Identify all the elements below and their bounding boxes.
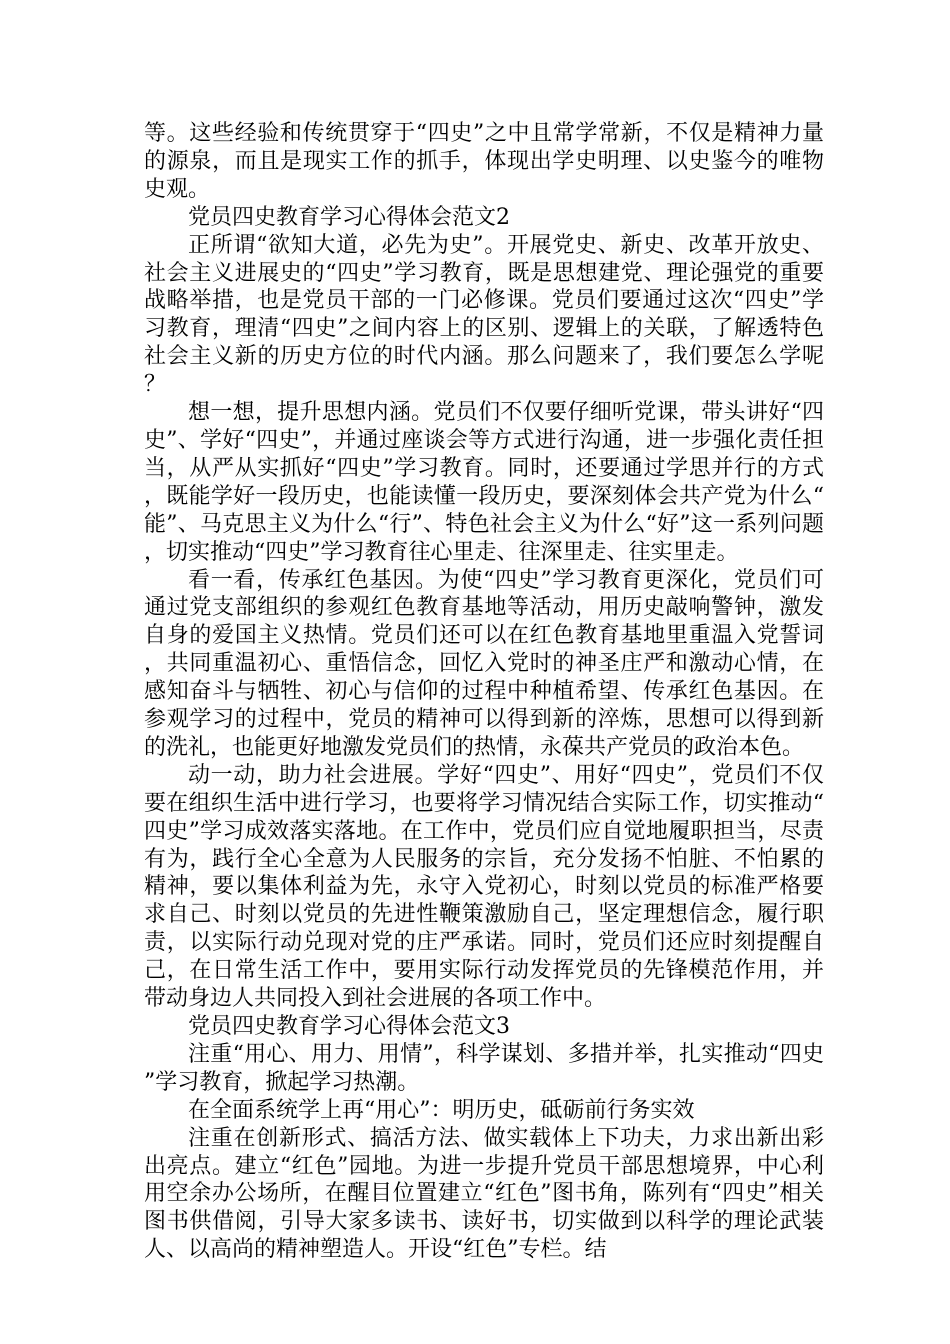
paragraph-act: 动一动，助力社会进展。学好“四史”、用好“四史”，党员们不仅要在组织生活中进行学习，也要将学习情况结合实际工作，切实推动“四史”学习成效落实落地。在工作中，党员们应自觉地履职担当，尽责有为，践行全心全意为人民服务的宗旨，充分发扬不怕脏、不怕累的精神，要以集体利益为先，永守入党初心，时刻以党员的标准严格要求自己、时刻以党员的先进性鞭策激励自己，坚定理想信念，履行职责，以实际行动兑现对党的庄严承诺。同时，党员们还应时刻提醒自己，在日常生活工作中，要用实际行动发挥党员的先锋模范作用，并带动身边人共同投入到社会进展的各项工作中。: [144, 762, 824, 1012]
paragraph-look: 看一看，传承红色基因。为使“四史”学习教育更深化，党员们可通过党支部组织的参观红色教育基地等活动，用历史敲响警钟，激发自身的爱国主义热情。党员们还可以在红色教育基地里重温入党誓词，共同重温初心、重悟信念，回忆入党时的神圣庄严和激动心情，在感知奋斗与牺牲、初心与信仰的过程中种植希望、传承红色基因。在参观学习的过程中，党员的精神可以得到新的淬炼，思想可以得到新的洗礼，也能更好地激发党员们的热情，永葆共产党员的政治本色。: [144, 567, 824, 760]
document-page: [144, 120, 824, 1264]
paragraph-think: 想一想，提升思想内涵。党员们不仅要仔细听党课，带头讲好“四史”、学好“四史”，并通过座谈会等方式进行沟通，进一步强化责任担当，从严从实抓好“四史”学习教育。同时，还要通过学思并行的方式，既能学好一段历史，也能读懂一段历史，要深刻体会共产党为什么“能”、马克思主义为什么“行”、特色社会主义为什么“好”这一系列问题，切实推动“四史”学习教育往心里走、往深里走、往实里走。: [144, 400, 824, 565]
paragraph-continuation: 等。这些经验和传统贯穿于“四史”之中且常学常新，不仅是精神力量的源泉，而且是现实工作的抓手，体现出学史明理、以史鉴今的唯物史观。: [144, 121, 824, 202]
section-heading-sample-2: 党员四史教育学习心得体会范文2: [188, 204, 510, 230]
paragraph-intro-3: 注重“用心、用力、用情”，科学谋划、多措并举，扎实推动“四史”学习教育，掀起学习热潮。: [144, 1041, 824, 1095]
subheading-use-heart: 在全面系统学上再“用心”：明历史，砥砺前行务实效: [188, 1097, 695, 1123]
section-heading-sample-3: 党员四史教育学习心得体会范文3: [188, 1014, 510, 1039]
paragraph-innovation: 注重在创新形式、搞活方法、做实载体上下功夫，力求出新出彩出亮点。建立“红色”园地。为进一步提升党员干部思想境界，中心利用空余办公场所，在醒目位置建立“红色”图书角，陈列有“四史”相关图书供借阅，引导大家多读书、读好书，切实做到以科学的理论武装人、以高尚的精神塑造人。开设“红色”专栏。结: [144, 1125, 824, 1263]
paragraph-intro-2: 正所谓“欲知大道，必先为史”。开展党史、新史、改革开放史、社会主义进展史的“四史”学习教育，既是思想建党、理论强党的重要战略举措，也是党员干部的一门必修课。党员们要通过这次“四史”学习教育，理清“四史”之间内容上的区别、逻辑上的关联，了解透特色社会主义新的历史方位的时代内涵。那么问题来了，我们要怎么学呢？: [144, 232, 824, 398]
